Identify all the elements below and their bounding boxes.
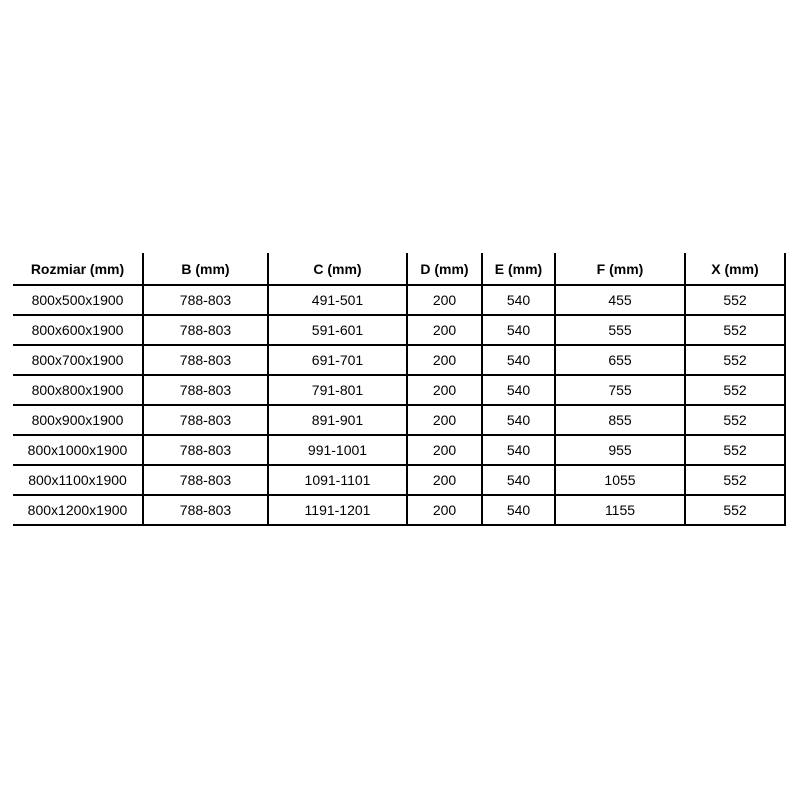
cell-d: 200 <box>407 435 482 465</box>
cell-rozmiar: 800x1200x1900 <box>13 495 143 525</box>
cell-c: 691-701 <box>268 345 407 375</box>
cell-b: 788-803 <box>143 465 268 495</box>
cell-c: 1191-1201 <box>268 495 407 525</box>
cell-c: 891-901 <box>268 405 407 435</box>
cell-rozmiar: 800x1100x1900 <box>13 465 143 495</box>
dimensions-table-wrap <box>13 253 785 526</box>
cell-rozmiar: 800x900x1900 <box>13 405 143 435</box>
column-header-f: F (mm) <box>555 253 685 285</box>
cell-e: 540 <box>482 495 555 525</box>
cell-f: 655 <box>555 345 685 375</box>
cell-x: 552 <box>685 315 785 345</box>
cell-f: 1055 <box>555 465 685 495</box>
cell-d: 200 <box>407 405 482 435</box>
cell-d: 200 <box>407 495 482 525</box>
cell-f: 755 <box>555 375 685 405</box>
table-row <box>13 345 785 375</box>
cell-e: 540 <box>482 345 555 375</box>
cell-rozmiar: 800x500x1900 <box>13 285 143 315</box>
cell-rozmiar: 800x800x1900 <box>13 375 143 405</box>
cell-f: 455 <box>555 285 685 315</box>
cell-c: 491-501 <box>268 285 407 315</box>
column-header-x: X (mm) <box>685 253 785 285</box>
cell-x: 552 <box>685 405 785 435</box>
cell-e: 540 <box>482 405 555 435</box>
table-row <box>13 495 785 525</box>
dimensions-table <box>13 253 786 526</box>
cell-b: 788-803 <box>143 435 268 465</box>
column-header-b: B (mm) <box>143 253 268 285</box>
table-row <box>13 435 785 465</box>
cell-b: 788-803 <box>143 285 268 315</box>
cell-rozmiar: 800x600x1900 <box>13 315 143 345</box>
table-body <box>13 285 785 525</box>
table-header <box>13 253 785 285</box>
cell-f: 1155 <box>555 495 685 525</box>
cell-x: 552 <box>685 495 785 525</box>
header-row <box>13 253 785 285</box>
table-row <box>13 315 785 345</box>
cell-rozmiar: 800x700x1900 <box>13 345 143 375</box>
table-row <box>13 285 785 315</box>
cell-b: 788-803 <box>143 345 268 375</box>
cell-d: 200 <box>407 375 482 405</box>
cell-x: 552 <box>685 435 785 465</box>
column-header-d: D (mm) <box>407 253 482 285</box>
column-header-e: E (mm) <box>482 253 555 285</box>
cell-c: 1091-1101 <box>268 465 407 495</box>
cell-e: 540 <box>482 315 555 345</box>
cell-d: 200 <box>407 465 482 495</box>
cell-e: 540 <box>482 435 555 465</box>
cell-b: 788-803 <box>143 405 268 435</box>
table-row <box>13 375 785 405</box>
cell-e: 540 <box>482 285 555 315</box>
cell-c: 991-1001 <box>268 435 407 465</box>
cell-e: 540 <box>482 375 555 405</box>
cell-x: 552 <box>685 345 785 375</box>
table-row <box>13 405 785 435</box>
column-header-c: C (mm) <box>268 253 407 285</box>
cell-b: 788-803 <box>143 375 268 405</box>
cell-f: 855 <box>555 405 685 435</box>
cell-x: 552 <box>685 465 785 495</box>
cell-e: 540 <box>482 465 555 495</box>
column-header-rozmiar: Rozmiar (mm) <box>13 253 143 285</box>
cell-d: 200 <box>407 315 482 345</box>
cell-f: 555 <box>555 315 685 345</box>
cell-rozmiar: 800x1000x1900 <box>13 435 143 465</box>
cell-d: 200 <box>407 345 482 375</box>
cell-x: 552 <box>685 285 785 315</box>
cell-d: 200 <box>407 285 482 315</box>
cell-b: 788-803 <box>143 315 268 345</box>
cell-c: 591-601 <box>268 315 407 345</box>
cell-f: 955 <box>555 435 685 465</box>
cell-x: 552 <box>685 375 785 405</box>
table-row <box>13 465 785 495</box>
cell-c: 791-801 <box>268 375 407 405</box>
cell-b: 788-803 <box>143 495 268 525</box>
